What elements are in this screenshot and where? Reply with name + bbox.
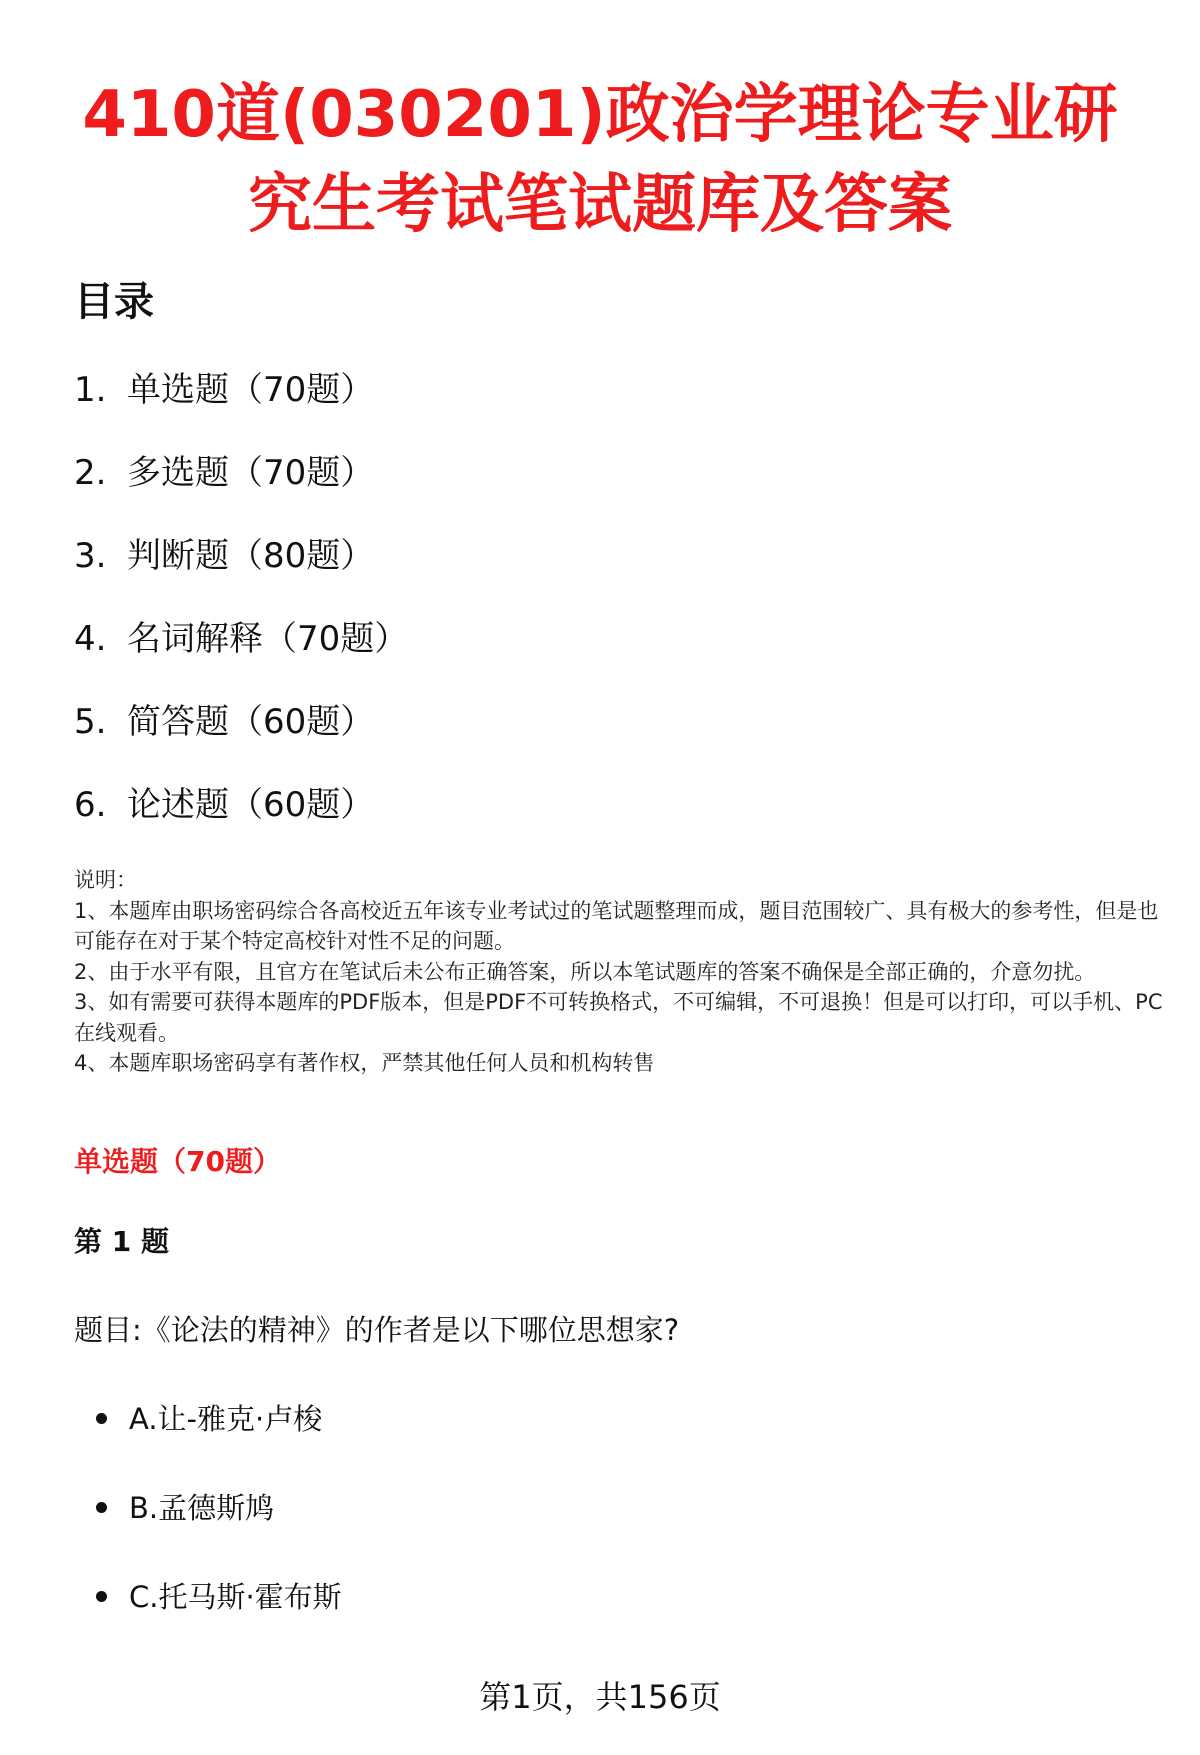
toc-item-true-false[interactable] <box>74 526 408 609</box>
question-text: 题目:《论法的精神》的作者是以下哪位思想家? <box>74 1313 680 1347</box>
toc-list <box>74 360 408 858</box>
answer-option-b[interactable] <box>96 1485 342 1574</box>
section-heading: 单选题（70题） <box>74 1145 281 1178</box>
notes-block <box>74 865 1164 1079</box>
note-item: 3、如有需要可获得本题库的PDF版本，但是PDF不可转换格式，不可编辑，不可退换！但是可以打印，可以手机、PC在线观看。 <box>74 990 1163 1045</box>
toc-item-essay[interactable] <box>74 775 408 858</box>
note-item: 2、由于水平有限，且官方在笔试后未公布正确答案，所以本笔试题库的答案不确保是全部正确的，介意勿扰。 <box>74 959 1096 984</box>
toc-item-single-choice[interactable] <box>74 360 408 443</box>
toc-item-label: 简答题（60题） <box>127 702 375 742</box>
answer-option-label: A.让-雅克·卢梭 <box>129 1402 323 1436</box>
answer-option-c[interactable] <box>96 1574 342 1663</box>
toc-item-label: 判断题（80题） <box>127 536 375 576</box>
question-number: 第 1 题 <box>74 1225 169 1258</box>
bullet-icon <box>96 1413 107 1424</box>
answer-options <box>96 1396 342 1663</box>
toc-item-label: 多选题（70题） <box>127 453 375 493</box>
toc-item-term-definition[interactable] <box>74 609 408 692</box>
answer-option-label: B.孟德斯鸠 <box>129 1491 275 1525</box>
toc-item-label: 单选题（70题） <box>127 370 375 410</box>
note-item: 1、本题库由职场密码综合各高校近五年该专业考试过的笔试题整理而成，题目范围较广、具有极大的参考性，但是也可能存在对于某个特定高校针对性不足的问题。 <box>74 898 1159 953</box>
toc-item-number: 5. <box>74 702 107 742</box>
note-item: 4、本题库职场密码享有著作权，严禁其他任何人员和机构转售 <box>74 1051 655 1075</box>
answer-option-label: C.托马斯·霍布斯 <box>129 1580 342 1614</box>
toc-item-number: 2. <box>74 453 107 493</box>
toc-heading: 目录 <box>74 279 154 325</box>
bullet-icon <box>96 1502 107 1513</box>
bullet-icon <box>96 1591 107 1602</box>
page-number-footer: 第1页，共156页 <box>479 1678 721 1716</box>
toc-item-number: 1. <box>74 370 107 410</box>
toc-item-number: 4. <box>74 619 107 659</box>
toc-item-short-answer[interactable] <box>74 692 408 775</box>
toc-item-number: 3. <box>74 536 107 576</box>
toc-item-label: 名词解释（70题） <box>127 619 409 659</box>
document-title: 410道(030201)政治学理论专业研究生考试笔试题库及答案 <box>82 78 1118 242</box>
notes-heading: 说明： <box>74 868 137 892</box>
toc-item-label: 论述题（60题） <box>127 785 375 825</box>
answer-option-a[interactable] <box>96 1396 342 1485</box>
toc-item-multiple-choice[interactable] <box>74 443 408 526</box>
toc-item-number: 6. <box>74 785 107 825</box>
